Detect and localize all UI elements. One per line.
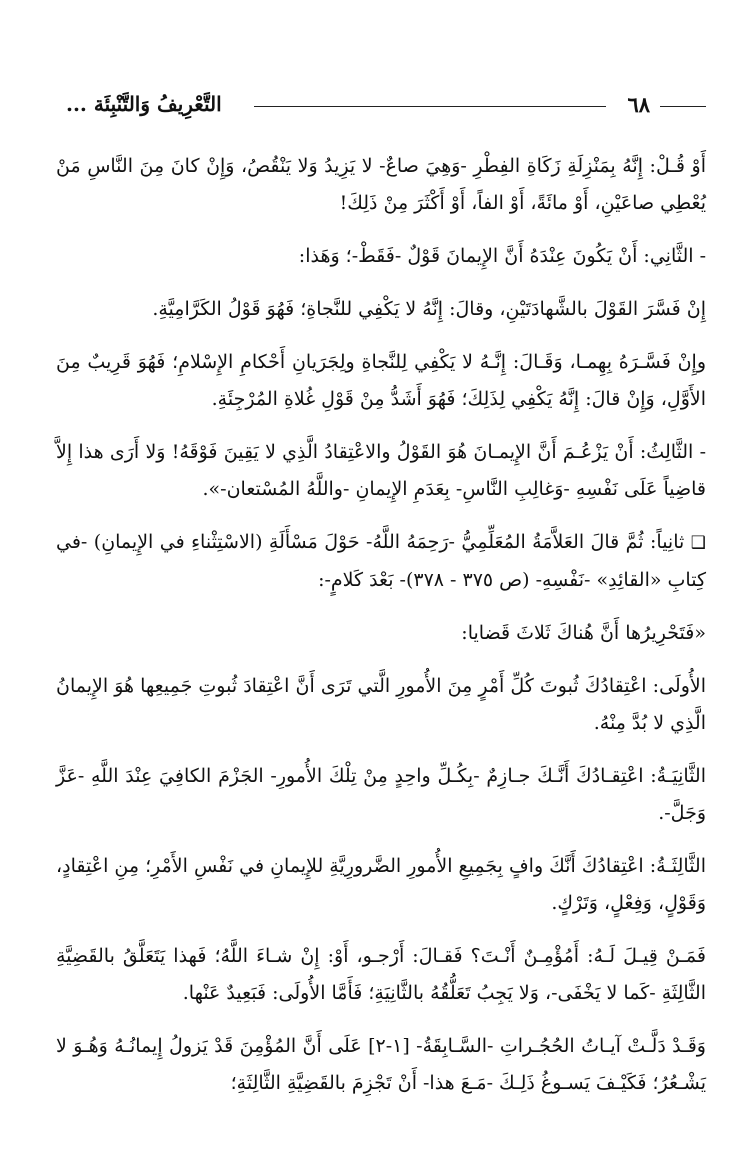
header-rule-right [660, 106, 706, 107]
paragraph-12: وَقَـدْ دَلَّـتْ آيـاتُ الحُجُـراتِ -السَّـابِقَةُ- [١-٢] عَلَى أَنَّ المُؤْمِنَ قَدْ يَزولُ إِيمانُـهُ وَهُـوَ لا يَشْـعُرُ؛ فَكَيْـفَ يَسـوغُ ذَلِـكَ -مَـعَ هذا- أَنْ تَجْزِمَ بالقَضِيَّةِ الثَّالِثَةِ؛ [56, 1035, 706, 1094]
running-title: التَّعْرِيفُ وَالتَّنْبِئَة ... [66, 92, 222, 116]
paragraph-5: - الثَّالِثُ: أَنْ يَزْعُـمَ أَنَّ الإِيمـانَ هُوَ القَوْلُ والاعْتِقادُ الَّذِي لا يَقِينَ فَوْقَهُ! وَلا أَرَى هذا إِلاَّ قاضِياً عَلَى نَفْسِهِ -وَغالِبِ النَّاسِ- بِعَدَمِ الإِيمانِ -واللَّهُ المُسْتعان-». [56, 441, 706, 500]
paragraph-6-text: ثانِياً: ثُمَّ قالَ العَلاَّمَةُ المُعَلِّمِيُّ -رَحِمَهُ اللَّهُ- حَوْلَ مَسْأَلَةِ (الاسْتِثْناءِ في الإِيمانِ) -في كِتابِ «القائِدِ» -نَفْسِهِ- (ص ٣٧٥ - ٣٧٨)- بَعْدَ كَلامٍ-: [56, 531, 706, 591]
paragraph-7: «فَتَحْرِيرُها أَنَّ هُناكَ ثَلاثَ قَضايا: [461, 622, 706, 644]
paragraph-11: فَمَـنْ قِيـلَ لَـهُ: أَمُؤْمِـنٌ أَنْـتَ؟ فَقـالَ: أَرْجـو، أَوْ: إِنْ شـاءَ اللَّهُ؛ فَهذا يَتَعَلَّقُ بالقَضِيَّةِ الثَّالِثَةِ -كَما لا يَخْفَى-، وَلا يَجِبُ تَعَلُّقُهُ بالثَّانِيَةِ؛ فَأَمَّا الأُولَى: فَبَعِيدٌ عَنْها. [56, 945, 706, 1004]
paragraph-1: أَوْ قُـلْ: إِنَّهُ بِمَنْزِلَةِ زَكَاةِ الفِطْرِ -وَهِيَ صاعٌ- لا يَزِيدُ وَلا يَنْقُصُ، وَإِنْ كانَ مِنَ النَّاسِ مَنْ يُعْطِي صاعَيْنِ، أَوْ مائَةً، أَوْ الفاً، أَوْ أَكْثَرَ مِنْ ذَلِكَ! [56, 155, 706, 214]
paragraph-4: وإِنْ فَسَّـرَهُ بِهِمـا، وَقَـالَ: إِنَّـهُ لا يَكْفِي لِلنَّجاةِ ولِجَرَيانِ أَحْكامِ الإِسْلامِ؛ فَهُوَ قَرِيبٌ مِنَ الأَوَّلِ، وَإِنْ قالَ: إِنَّهُ يَكْفِي لِذَلِكَ؛ فَهُوَ أَشَدُّ مِنْ قَوْلِ غُلاةِ المُرْجِئَةِ. [56, 351, 706, 410]
page-header [56, 92, 706, 122]
header-rule-middle [254, 106, 606, 107]
paragraph-9: الثَّانِيَـةُ: اعْتِقـادُكَ أَنَّـكَ جـازِمٌ -بِكُـلِّ واحِدٍ مِنْ تِلْكَ الأُمورِ- الجَزْمَ الكافِيَ عِنْدَ اللَّهِ -عَزَّ وَجَلَّ-. [56, 765, 706, 824]
document-page [56, 0, 706, 1163]
paragraph-3: إِنْ فَسَّرَ القَوْلَ بالشَّهادَتَيْنِ، وقالَ: إِنَّهُ لا يَكْفِي للنَّجاةِ؛ فَهُوَ قَوْلُ الكَرَّامِيَّةِ. [152, 298, 706, 320]
paragraph-6 [56, 524, 706, 599]
page-number: ٦٨ [627, 92, 650, 117]
body-text [56, 148, 706, 1118]
paragraph-2: - الثَّانِي: أَنْ يَكُونَ عِنْدَهُ أَنَّ الإِيمانَ قَوْلٌ -فَقَطْ-؛ وَهَذا: [298, 245, 706, 267]
paragraph-8: الأُولَى: اعْتِقادُكَ ثُبوتَ كُلِّ أَمْرٍ مِنَ الأُمورِ الَّتي تَرَى أَنَّ اعْتِقادَ ثُبوتِ جَمِيعِها هُوَ الإِيمانُ الَّذِي لا بُدَّ مِنْهُ. [56, 675, 706, 734]
square-marker-icon: ❑ [690, 533, 706, 553]
paragraph-10: الثَّالِثَـةُ: اعْتِقادُكَ أَنَّكَ وافٍ بِجَمِيعِ الأُمورِ الضَّرورِيَّةِ للإِيمانِ في نَفْسِ الأَمْرِ؛ مِنِ اعْتِقادٍ، وَقَوْلٍ، وَفِعْلٍ، وَتَرْكٍ. [56, 855, 706, 914]
